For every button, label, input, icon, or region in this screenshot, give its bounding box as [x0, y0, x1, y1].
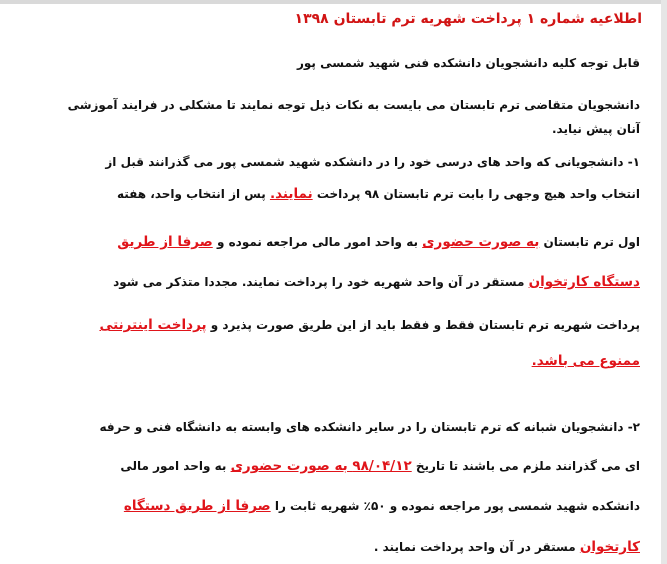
- item1-highlight-only-via: صرفا از طریق: [117, 234, 213, 250]
- item1-line-2: [117, 186, 640, 202]
- item1-line-4-b: مستقر در آن واحد شهریه خود را پرداخت نمایند. مجددا متذکر می شود: [113, 275, 525, 289]
- item2-line-2-a: ای می گذرانند ملزم می باشند تا تاریخ: [415, 459, 640, 473]
- item2-line-3-a: دانشکده شهید شمسی پور مراجعه نموده و ۵۰٪ شهریه ثابت را: [274, 499, 640, 513]
- intro-line-1: قابل توجه کلیه دانشجویان دانشکده فنی شهید شمسی پور: [297, 56, 640, 70]
- item1-line-3: [117, 234, 640, 250]
- item2-highlight-card-reader: کارتخوان: [579, 539, 640, 555]
- item1-line-1: ۱- دانشجویانی که واحد های درسی خود را در دانشکده شهید شمسی پور می گذرانند قبل از: [105, 155, 640, 169]
- item2-line-3: [124, 498, 640, 514]
- item1-line-5: [99, 317, 640, 333]
- intro-line-3: آنان پیش نیاید.: [552, 122, 640, 136]
- item2-highlight-date-in-person: ۹۸/۰۴/۱۲ به صورت حضوری: [230, 458, 412, 474]
- item1-highlight-do-not-pay: نمایند.: [269, 186, 313, 202]
- item2-line-2: [120, 458, 640, 474]
- item1-line-5-a: پرداخت شهریه ترم تابستان فقط و فقط باید از این طریق صورت پذیرد و: [210, 318, 640, 332]
- intro-line-2: دانشجویان متقاضی ترم تابستان می بایست به نکات ذیل توجه نمایند تا مشکلی در فرایند آموزشی: [67, 98, 640, 112]
- item2-highlight-only-via-device: صرفا از طریق دستگاه: [123, 498, 271, 514]
- item1-highlight-forbidden: ممنوع می باشد.: [531, 353, 640, 369]
- item1-line-2-a: انتخاب واحد هیچ وجهی را بابت ترم تابستان ۹۸ پرداخت: [316, 187, 640, 201]
- item1-highlight-online-payment: پرداخت اینترنتی: [99, 317, 207, 333]
- item1-line-3-a: اول ترم تابستان: [543, 235, 640, 249]
- item1-line-3-b: به واحد امور مالی مراجعه نموده و: [216, 235, 418, 249]
- item1-line-4: [113, 274, 640, 290]
- window-scrollbar-edge: [661, 0, 667, 564]
- announcement-title: اطلاعیه شماره ۱ پرداخت شهریه ترم تابستان ۱۳۹۸: [294, 11, 642, 27]
- item1-line-6: [532, 353, 640, 369]
- item1-highlight-card-reader: دستگاه کارتخوان: [528, 274, 640, 290]
- item2-line-4: [374, 539, 640, 555]
- item1-highlight-in-person: به صورت حضوری: [422, 234, 540, 250]
- item2-line-4-b: مستقر در آن واحد پرداخت نمایند .: [373, 540, 576, 554]
- item2-line-1: ۲- دانشجویان شبانه که ترم تابستان را در سایر دانشکده های وابسته به دانشگاه فنی و حرفه: [99, 420, 640, 434]
- item1-line-2-b: پس از انتخاب واحد، هفته: [116, 187, 266, 201]
- document-page: [30, 4, 650, 564]
- item2-line-2-b: به واحد امور مالی: [120, 459, 227, 473]
